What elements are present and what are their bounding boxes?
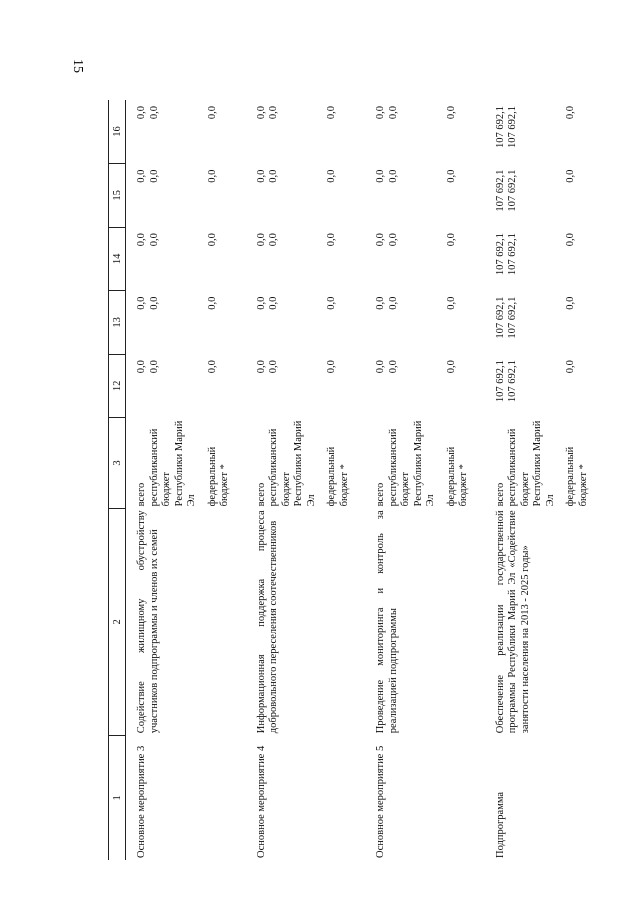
- value-cell: 0,0: [387, 106, 399, 120]
- value-cell: 107 692,1: [494, 296, 506, 339]
- value-cell: 0,0: [206, 360, 218, 374]
- funding-source: республиканский бюджет Республики Марий Эл: [507, 420, 556, 507]
- funding-source: федеральный бюджет *: [445, 446, 469, 507]
- value-cell: 0,0: [445, 360, 457, 374]
- value-cell: 0,0: [326, 233, 337, 247]
- funding-source: всего: [494, 482, 506, 507]
- value-cell: 0,0: [255, 169, 267, 183]
- measure-description: Информационная поддержка процесса добровольного переселения соотечественников: [255, 510, 279, 734]
- header-cell: 16: [109, 100, 126, 164]
- value-cell: 0,0: [206, 296, 218, 310]
- value-cell: 107 692,1: [507, 106, 518, 148]
- value-cell: 0,0: [445, 106, 457, 120]
- value-cell: 107 692,1: [507, 233, 518, 276]
- value-cell: 0,0: [375, 296, 386, 310]
- value-cell: 0,0: [565, 169, 576, 183]
- value-cell: 107 692,1: [507, 169, 518, 212]
- value-cell: 0,0: [565, 296, 576, 310]
- header-cell: 13: [109, 291, 126, 355]
- value-cell: 107 692,1: [507, 296, 518, 339]
- value-cell: 107 692,1: [494, 106, 506, 148]
- rotated-table-container: [108, 100, 638, 860]
- funding-source: республиканский бюджет Республики Марий Эл: [148, 420, 197, 507]
- value-cell: 0,0: [375, 169, 386, 183]
- value-cell: 0,0: [445, 296, 457, 310]
- value-cell: 0,0: [136, 296, 147, 310]
- funding-source: федеральный бюджет *: [326, 446, 350, 507]
- header-cell: 15: [109, 164, 126, 228]
- value-cell: 0,0: [136, 106, 147, 120]
- funding-source: всего: [375, 482, 386, 507]
- value-cell: 0,0: [148, 169, 160, 183]
- value-cell: 0,0: [148, 233, 160, 247]
- value-cell: 0,0: [565, 233, 576, 247]
- budget-table: [108, 100, 604, 860]
- value-cell: 0,0: [255, 233, 267, 247]
- value-cell: 0,0: [206, 233, 218, 247]
- value-cell: 107 692,1: [494, 360, 506, 403]
- table-row: [246, 100, 269, 860]
- value-cell: 0,0: [375, 233, 386, 247]
- value-cell: 0,0: [268, 169, 279, 183]
- value-cell: 0,0: [326, 169, 337, 183]
- measure-description: Обеспечение реализации государственной программы Республики Марий Эл «Содействие занятости населения на 2013 - 2025 годы»: [494, 510, 531, 734]
- header-cell: 3: [109, 418, 126, 509]
- value-cell: 0,0: [148, 296, 160, 310]
- value-cell: 0,0: [136, 169, 147, 183]
- value-cell: 0,0: [136, 360, 147, 374]
- value-cell: 0,0: [445, 169, 457, 183]
- value-cell: 0,0: [148, 106, 160, 120]
- funding-source: федеральный бюджет *: [206, 446, 230, 507]
- value-cell: 107 692,1: [507, 360, 518, 403]
- value-cell: 0,0: [445, 233, 457, 247]
- value-cell: 0,0: [268, 360, 279, 374]
- value-cell: 107 692,1: [494, 233, 506, 276]
- funding-source: республиканский бюджет Республики Марий Эл: [387, 420, 436, 507]
- value-cell: 0,0: [326, 360, 337, 374]
- measure-name: Подпрограмма: [494, 791, 506, 858]
- header-cell: 1: [109, 735, 126, 860]
- funding-source: федеральный бюджет *: [565, 446, 589, 507]
- value-cell: 0,0: [565, 106, 576, 120]
- value-cell: 0,0: [268, 233, 279, 247]
- value-cell: 0,0: [148, 360, 160, 374]
- header-cell: 12: [109, 354, 126, 418]
- value-cell: 0,0: [136, 233, 147, 247]
- value-cell: 0,0: [255, 106, 267, 120]
- value-cell: 0,0: [387, 169, 399, 183]
- value-cell: 0,0: [387, 360, 399, 374]
- value-cell: 0,0: [206, 169, 218, 183]
- value-cell: 0,0: [387, 233, 399, 247]
- value-cell: 0,0: [268, 106, 279, 120]
- header-cell: 14: [109, 227, 126, 291]
- value-cell: 0,0: [268, 296, 279, 310]
- page-number: 15: [70, 59, 85, 73]
- funding-source: всего: [136, 482, 147, 507]
- table-row: [485, 100, 508, 860]
- measure-name: Основное мероприятие 4: [255, 745, 267, 858]
- value-cell: 0,0: [565, 360, 576, 374]
- value-cell: 0,0: [387, 296, 399, 310]
- measure-name: Основное мероприятие 5: [375, 745, 386, 858]
- measure-description: Содействие жилищному обустройству участников подпрограммы и членов их семей: [136, 510, 160, 734]
- value-cell: 0,0: [206, 106, 218, 120]
- value-cell: 0,0: [255, 360, 267, 374]
- table-row: [365, 100, 388, 860]
- value-cell: 0,0: [326, 296, 337, 310]
- measure-name: Основное мероприятие 3: [136, 745, 147, 858]
- value-cell: 0,0: [375, 360, 386, 374]
- value-cell: 0,0: [255, 296, 267, 310]
- value-cell: 0,0: [375, 106, 386, 120]
- header-row: [109, 100, 126, 860]
- value-cell: 107 692,1: [494, 169, 506, 212]
- header-cell: 2: [109, 508, 126, 735]
- table-row: [126, 100, 149, 860]
- funding-source: всего: [255, 482, 267, 507]
- funding-source: республиканский бюджет Республики Марий Эл: [268, 420, 317, 507]
- value-cell: 0,0: [326, 106, 337, 120]
- measure-description: Проведение мониторинга и контроль за реализацией подпрограммы: [375, 510, 399, 734]
